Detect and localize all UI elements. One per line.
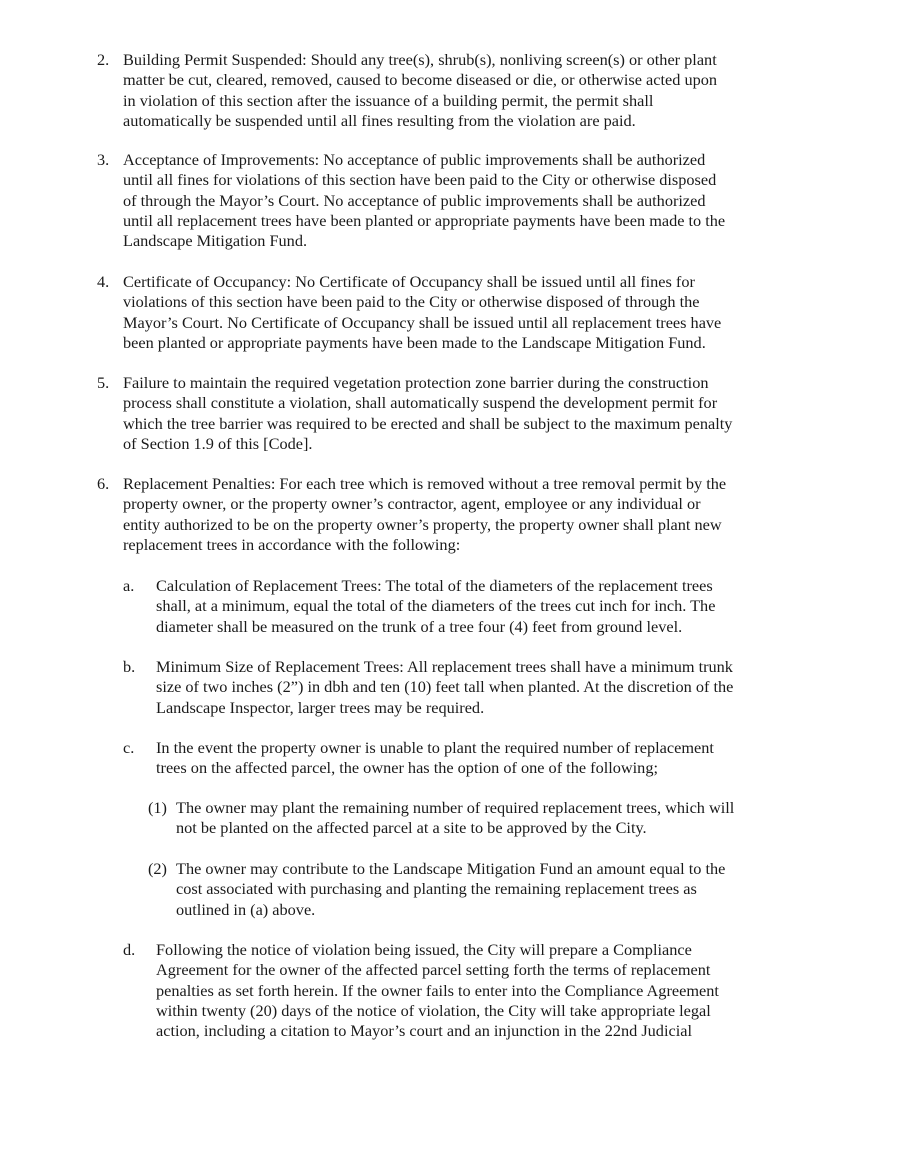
item-number: 3.	[97, 150, 110, 169]
option-text: The owner may contribute to the Landscape Mitigation Fund an amount equal to the cost associated with purchasing and planting the remaining replacement trees as outlined in (a) above.	[176, 859, 726, 919]
item-number: 6.	[97, 474, 110, 493]
subitem-text: Calculation of Replacement Trees: The total of the diameters of the replacement trees shall, at a minimum, equal the total of the diameters of the trees cut inch for inch. The diameter shall be measured on the trunk of a tree four (4) feet from ground level.	[156, 576, 716, 636]
item-number: 4.	[97, 272, 110, 291]
subitem-letter: a.	[123, 576, 135, 595]
subitem-letter: b.	[123, 657, 136, 676]
item-text: Building Permit Suspended: Should any tree(s), shrub(s), nonliving screen(s) or other plant matter be cut, cleared, removed, caused to become diseased or die, or otherwise acted upon in violation of this section after the issuance of a building permit, the permit shall automatically be suspended until all fines resulting from the violation are paid.	[123, 50, 718, 130]
option-label: (1)	[148, 798, 167, 817]
subitem-letter: d.	[123, 940, 136, 959]
subitem-text: In the event the property owner is unable to plant the required number of replacement trees on the affected parcel, the owner has the option of one of the following;	[156, 738, 714, 778]
subitem-text: Minimum Size of Replacement Trees: All replacement trees shall have a minimum trunk size of two inches (2”) in dbh and ten (10) feet tall when planted. At the discretion of the Landscape Inspector, larger trees may be required.	[156, 657, 734, 717]
option-text: The owner may plant the remaining number of required replacement trees, which will not be planted on the affected parcel at a site to be approved by the City.	[176, 798, 735, 838]
subitem-letter: c.	[123, 738, 135, 757]
item-text: Certificate of Occupancy: No Certificate of Occupancy shall be issued until all fines for violations of this section have been paid to the City or otherwise disposed of through the Mayor’s Court. No Certificate of Occupancy shall be issued until all replacement trees have been planted or appropriate payments have been made to the Landscape Mitigation Fund.	[123, 272, 722, 352]
item-number: 2.	[97, 50, 110, 69]
option-label: (2)	[148, 859, 167, 878]
item-text: Replacement Penalties: For each tree which is removed without a tree removal permit by the property owner, or the property owner’s contractor, agent, employee or any individual or entity authorized to be on the property owner’s property, the property owner shall plant new replacement trees in accordance with the following:	[123, 474, 727, 554]
item-text: Acceptance of Improvements: No acceptance of public improvements shall be authorized until all fines for violations of this section have been paid to the City or otherwise disposed of through the Mayor’s Court. No acceptance of public improvements shall be authorized until all replacement trees have been planted or appropriate payments have been made to the Landscape Mitigation Fund.	[123, 150, 726, 251]
item-text: Failure to maintain the required vegetation protection zone barrier during the construction process shall constitute a violation, shall automatically suspend the development permit for which the tree barrier was required to be erected and shall be subject to the maximum penalty of Section 1.9 of this [Code].	[123, 373, 733, 453]
item-number: 5.	[97, 373, 110, 392]
subitem-text: Following the notice of violation being issued, the City will prepare a Compliance Agreement for the owner of the affected parcel setting forth the terms of replacement penalties as set forth herein. If the owner fails to enter into the Compliance Agreement within twenty (20) days of the notice of violation, the City will take appropriate legal action, including a citation to Mayor’s court and an injunction in the 22nd Judicial	[156, 940, 719, 1041]
